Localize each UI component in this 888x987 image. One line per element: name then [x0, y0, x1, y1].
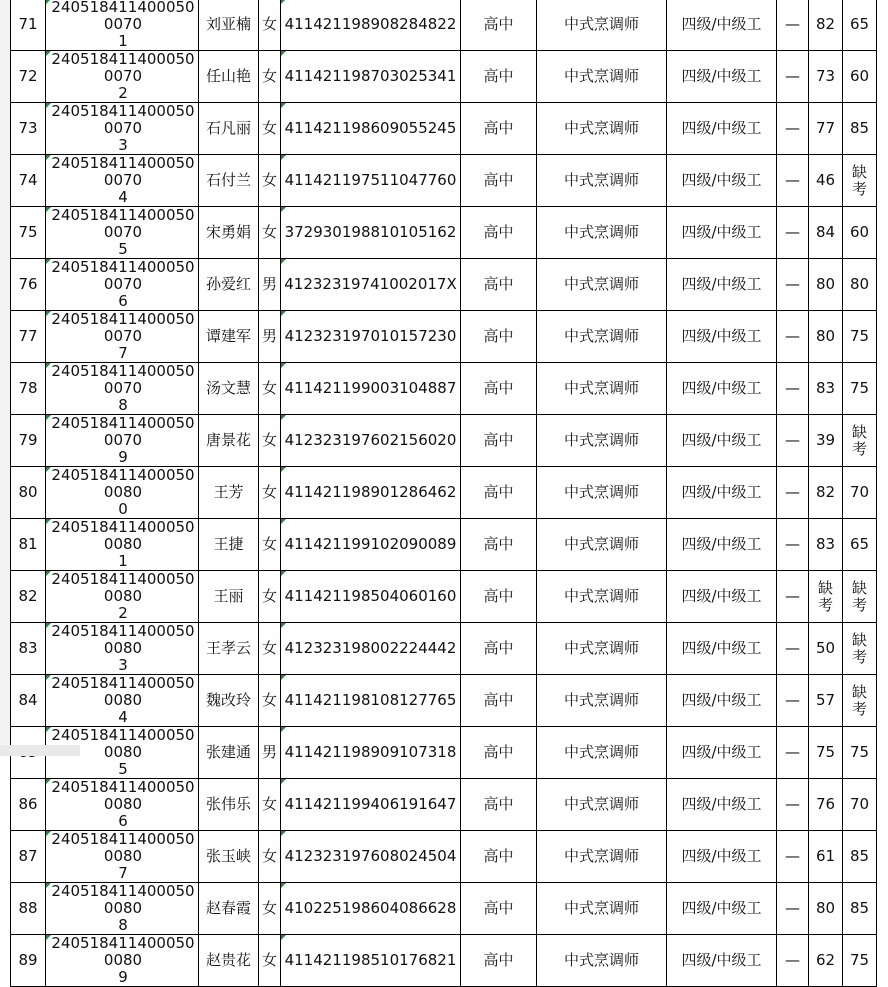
table-row — [11, 727, 877, 779]
cell-education[interactable]: 高中 — [461, 623, 537, 675]
cell-exam-id[interactable] — [46, 103, 199, 155]
cell-sex[interactable]: 女 — [259, 467, 281, 519]
cell-practical-score[interactable]: 75 — [843, 935, 877, 987]
cell-practical-score[interactable]: 缺 考 — [843, 155, 877, 207]
cell-level[interactable]: 四级/中级工 — [667, 935, 777, 987]
cell-occupation[interactable]: 中式烹调师 — [537, 207, 667, 259]
cell-no[interactable]: 76 — [11, 259, 46, 311]
cell-sex[interactable]: 女 — [259, 779, 281, 831]
cell-occupation[interactable]: 中式烹调师 — [537, 727, 667, 779]
cell-theory-score[interactable]: 80 — [809, 311, 843, 363]
exam-id-line2: 7 — [118, 864, 128, 882]
cell-id-card[interactable]: 411421198901286462 — [281, 467, 461, 519]
cell-no[interactable]: 73 — [11, 103, 46, 155]
cell-no[interactable]: 72 — [11, 51, 46, 103]
exam-id-line1: 2405184114000500080 — [51, 518, 195, 553]
table-row — [11, 623, 877, 675]
cell-sex[interactable]: 男 — [259, 259, 281, 311]
cell-sex[interactable]: 女 — [259, 675, 281, 727]
cell-theory-score[interactable]: 80 — [809, 883, 843, 935]
cell-name[interactable]: 石凡丽 — [199, 103, 259, 155]
cell-level[interactable]: 四级/中级工 — [667, 467, 777, 519]
cell-exam-id[interactable] — [46, 51, 199, 103]
table-row — [11, 467, 877, 519]
exam-id-line2: 4 — [118, 708, 128, 726]
cell-occupation[interactable]: 中式烹调师 — [537, 467, 667, 519]
cell-id-card[interactable]: 411421197511047760 — [281, 155, 461, 207]
cell-education[interactable]: 高中 — [461, 779, 537, 831]
exam-id-line2: 2 — [118, 604, 128, 622]
table-body — [11, 0, 877, 987]
cell-id-card[interactable]: 411421199003104887 — [281, 363, 461, 415]
cell-education[interactable]: 高中 — [461, 571, 537, 623]
exam-id-line1: 2405184114000500080 — [51, 934, 195, 969]
cell-dash[interactable]: — — [777, 155, 809, 207]
exam-id-line2: 8 — [118, 396, 128, 414]
cell-occupation[interactable]: 中式烹调师 — [537, 103, 667, 155]
exam-id-line2: 7 — [118, 344, 128, 362]
cell-exam-id[interactable] — [46, 415, 199, 467]
cell-name[interactable]: 赵贵花 — [199, 935, 259, 987]
cell-no[interactable]: 77 — [11, 311, 46, 363]
cell-name[interactable]: 唐景花 — [199, 415, 259, 467]
exam-id-line1: 2405184114000500070 — [51, 310, 195, 345]
cell-practical-score[interactable]: 85 — [843, 883, 877, 935]
exam-id-line2: 0 — [118, 500, 128, 518]
cell-dash[interactable]: — — [777, 259, 809, 311]
cell-dash[interactable]: — — [777, 519, 809, 571]
table-row — [11, 103, 877, 155]
cell-education[interactable]: 高中 — [461, 311, 537, 363]
cell-occupation[interactable]: 中式烹调师 — [537, 883, 667, 935]
exam-id-line1: 2405184114000500080 — [51, 466, 195, 501]
exam-id-line1: 2405184114000500080 — [51, 830, 195, 865]
cell-sex[interactable]: 女 — [259, 519, 281, 571]
cell-sex[interactable]: 女 — [259, 571, 281, 623]
cell-dash[interactable]: — — [777, 623, 809, 675]
exam-id-line1: 2405184114000500070 — [51, 362, 195, 397]
cell-name[interactable]: 王芳 — [199, 467, 259, 519]
cell-dash[interactable]: — — [777, 0, 809, 51]
cell-id-card[interactable]: 412323198002224442 — [281, 623, 461, 675]
cell-no[interactable]: 78 — [11, 363, 46, 415]
cell-dash[interactable]: — — [777, 935, 809, 987]
cell-education[interactable]: 高中 — [461, 935, 537, 987]
cell-exam-id[interactable] — [46, 259, 199, 311]
cell-no[interactable]: 71 — [11, 0, 46, 51]
horizontal-scrollbar[interactable] — [0, 745, 80, 756]
cell-exam-id[interactable] — [46, 363, 199, 415]
cell-occupation[interactable]: 中式烹调师 — [537, 935, 667, 987]
cell-no[interactable]: 86 — [11, 779, 46, 831]
exam-id-line1: 2405184114000500080 — [51, 882, 195, 917]
cell-theory-score[interactable]: 82 — [809, 0, 843, 51]
table-row — [11, 259, 877, 311]
cell-level[interactable]: 四级/中级工 — [667, 571, 777, 623]
cell-dash[interactable]: — — [777, 103, 809, 155]
exam-id-line1: 2405184114000500080 — [51, 622, 195, 657]
cell-no[interactable]: 80 — [11, 467, 46, 519]
cell-level[interactable]: 四级/中级工 — [667, 103, 777, 155]
cell-name[interactable]: 汤文慧 — [199, 363, 259, 415]
cell-theory-score[interactable]: 77 — [809, 103, 843, 155]
cell-sex[interactable]: 男 — [259, 727, 281, 779]
cell-theory-score[interactable]: 57 — [809, 675, 843, 727]
table-row — [11, 51, 877, 103]
cell-exam-id[interactable] — [46, 779, 199, 831]
cell-practical-score[interactable]: 70 — [843, 779, 877, 831]
cell-practical-score[interactable]: 80 — [843, 259, 877, 311]
cell-level[interactable]: 四级/中级工 — [667, 675, 777, 727]
cell-dash[interactable]: — — [777, 207, 809, 259]
cell-exam-id[interactable] — [46, 467, 199, 519]
cell-no[interactable]: 79 — [11, 415, 46, 467]
cell-name[interactable]: 刘亚楠 — [199, 0, 259, 51]
cell-level[interactable]: 四级/中级工 — [667, 363, 777, 415]
cell-level[interactable]: 四级/中级工 — [667, 415, 777, 467]
exam-id-line1: 2405184114000500070 — [51, 206, 195, 241]
cell-level[interactable]: 四级/中级工 — [667, 155, 777, 207]
cell-practical-score[interactable]: 缺 考 — [843, 415, 877, 467]
cell-practical-score[interactable]: 60 — [843, 207, 877, 259]
cell-theory-score[interactable]: 76 — [809, 779, 843, 831]
table-row — [11, 311, 877, 363]
cell-occupation[interactable]: 中式烹调师 — [537, 519, 667, 571]
cell-exam-id[interactable] — [46, 831, 199, 883]
cell-no[interactable]: 88 — [11, 883, 46, 935]
table-row — [11, 207, 877, 259]
cell-name[interactable]: 张建通 — [199, 727, 259, 779]
cell-name[interactable]: 魏改玲 — [199, 675, 259, 727]
cell-exam-id[interactable] — [46, 207, 199, 259]
cell-sex[interactable]: 女 — [259, 831, 281, 883]
cell-name[interactable]: 石付兰 — [199, 155, 259, 207]
cell-name[interactable]: 任山艳 — [199, 51, 259, 103]
exam-id-line2: 1 — [118, 552, 128, 570]
cell-theory-score[interactable]: 46 — [809, 155, 843, 207]
cell-dash[interactable]: — — [777, 883, 809, 935]
cell-id-card[interactable]: 411421198909107318 — [281, 727, 461, 779]
cell-education[interactable]: 高中 — [461, 259, 537, 311]
table-row — [11, 415, 877, 467]
cell-id-card[interactable]: 411421198504060160 — [281, 571, 461, 623]
cell-theory-score[interactable]: 73 — [809, 51, 843, 103]
cell-no[interactable]: 83 — [11, 623, 46, 675]
cell-occupation[interactable]: 中式烹调师 — [537, 155, 667, 207]
cell-education[interactable]: 高中 — [461, 467, 537, 519]
cell-no[interactable]: 81 — [11, 519, 46, 571]
cell-level[interactable]: 四级/中级工 — [667, 727, 777, 779]
exam-id-line1: 2405184114000500080 — [51, 570, 195, 605]
cell-education[interactable]: 高中 — [461, 155, 537, 207]
cell-occupation[interactable]: 中式烹调师 — [537, 363, 667, 415]
cell-practical-score[interactable]: 85 — [843, 103, 877, 155]
exam-id-line1: 2405184114000500080 — [51, 778, 195, 813]
exam-id-line1: 2405184114000500080 — [51, 726, 195, 761]
cell-exam-id[interactable] — [46, 883, 199, 935]
cell-no[interactable]: 75 — [11, 207, 46, 259]
exam-id-line1: 2405184114000500070 — [51, 258, 195, 293]
cell-dash[interactable]: — — [777, 51, 809, 103]
cell-practical-score[interactable]: 65 — [843, 519, 877, 571]
cell-education[interactable]: 高中 — [461, 363, 537, 415]
table-row — [11, 155, 877, 207]
cell-occupation[interactable]: 中式烹调师 — [537, 675, 667, 727]
table-row — [11, 883, 877, 935]
cell-sex[interactable]: 女 — [259, 935, 281, 987]
cell-practical-score[interactable]: 75 — [843, 311, 877, 363]
exam-id-line2: 9 — [118, 968, 128, 986]
cell-dash[interactable]: — — [777, 571, 809, 623]
table-row — [11, 0, 877, 51]
cell-theory-score[interactable]: 61 — [809, 831, 843, 883]
cell-sex[interactable]: 女 — [259, 363, 281, 415]
cell-occupation[interactable]: 中式烹调师 — [537, 779, 667, 831]
table-row — [11, 779, 877, 831]
cell-id-card[interactable]: 412323197602156020 — [281, 415, 461, 467]
table-row — [11, 363, 877, 415]
exam-id-line2: 2 — [118, 84, 128, 102]
cell-sex[interactable]: 女 — [259, 103, 281, 155]
cell-practical-score[interactable]: 缺 考 — [843, 571, 877, 623]
cell-dash[interactable]: — — [777, 779, 809, 831]
cell-dash[interactable]: — — [777, 831, 809, 883]
cell-id-card[interactable]: 411421199102090089 — [281, 519, 461, 571]
exam-id-line1: 2405184114000500070 — [51, 154, 195, 189]
exam-id-line2: 3 — [118, 656, 128, 674]
cell-dash[interactable]: — — [777, 727, 809, 779]
table-row — [11, 571, 877, 623]
cell-dash[interactable]: — — [777, 415, 809, 467]
cell-name[interactable]: 孙爱红 — [199, 259, 259, 311]
cell-theory-score[interactable]: 80 — [809, 259, 843, 311]
exam-id-line1: 2405184114000500070 — [51, 50, 195, 85]
cell-sex[interactable]: 男 — [259, 311, 281, 363]
cell-name[interactable]: 宋勇娟 — [199, 207, 259, 259]
cell-exam-id[interactable] — [46, 0, 199, 51]
cell-occupation[interactable]: 中式烹调师 — [537, 0, 667, 51]
cell-sex[interactable]: 女 — [259, 207, 281, 259]
cell-level[interactable]: 四级/中级工 — [667, 207, 777, 259]
exam-id-line1: 2405184114000500070 — [51, 414, 195, 449]
cell-occupation[interactable]: 中式烹调师 — [537, 571, 667, 623]
cell-exam-id[interactable] — [46, 311, 199, 363]
cell-name[interactable]: 王孝云 — [199, 623, 259, 675]
cell-level[interactable]: 四级/中级工 — [667, 883, 777, 935]
cell-occupation[interactable]: 中式烹调师 — [537, 311, 667, 363]
cell-no[interactable]: 89 — [11, 935, 46, 987]
cell-education[interactable]: 高中 — [461, 0, 537, 51]
cell-occupation[interactable]: 中式烹调师 — [537, 623, 667, 675]
cell-name[interactable]: 赵春霞 — [199, 883, 259, 935]
cell-exam-id[interactable] — [46, 155, 199, 207]
cell-education[interactable]: 高中 — [461, 727, 537, 779]
cell-id-card[interactable]: 411421199406191647 — [281, 779, 461, 831]
cell-id-card[interactable]: 411421198908284822 — [281, 0, 461, 51]
cell-dash[interactable]: — — [777, 675, 809, 727]
cell-practical-score[interactable]: 85 — [843, 831, 877, 883]
cell-id-card[interactable]: 411421198703025341 — [281, 51, 461, 103]
cell-no[interactable]: 84 — [11, 675, 46, 727]
cell-sex[interactable]: 女 — [259, 415, 281, 467]
exam-id-line2: 3 — [118, 136, 128, 154]
cell-theory-score[interactable]: 39 — [809, 415, 843, 467]
cell-practical-score[interactable]: 75 — [843, 727, 877, 779]
cell-level[interactable]: 四级/中级工 — [667, 519, 777, 571]
cell-sex[interactable]: 女 — [259, 883, 281, 935]
cell-exam-id[interactable] — [46, 935, 199, 987]
cell-theory-score[interactable]: 83 — [809, 363, 843, 415]
cell-theory-score[interactable]: 62 — [809, 935, 843, 987]
cell-theory-score[interactable]: 82 — [809, 467, 843, 519]
cell-practical-score[interactable]: 65 — [843, 0, 877, 51]
cell-id-card[interactable]: 412323197010157230 — [281, 311, 461, 363]
cell-level[interactable]: 四级/中级工 — [667, 831, 777, 883]
cell-exam-id[interactable] — [46, 571, 199, 623]
exam-id-line1: 2405184114000500080 — [51, 674, 195, 709]
cell-practical-score[interactable]: 70 — [843, 467, 877, 519]
exam-id-line2: 6 — [118, 812, 128, 830]
cell-id-card[interactable]: 411421198609055245 — [281, 103, 461, 155]
exam-id-line2: 5 — [118, 240, 128, 258]
cell-no[interactable]: 87 — [11, 831, 46, 883]
cell-education[interactable]: 高中 — [461, 883, 537, 935]
cell-dash[interactable]: — — [777, 311, 809, 363]
cell-level[interactable]: 四级/中级工 — [667, 0, 777, 51]
cell-name[interactable]: 谭建军 — [199, 311, 259, 363]
cell-practical-score[interactable]: 75 — [843, 363, 877, 415]
cell-name[interactable]: 王捷 — [199, 519, 259, 571]
cell-dash[interactable]: — — [777, 363, 809, 415]
table-row — [11, 831, 877, 883]
exam-id-line2: 4 — [118, 188, 128, 206]
cell-exam-id[interactable] — [46, 519, 199, 571]
cell-id-card[interactable]: 41232319741002017X — [281, 259, 461, 311]
cell-education[interactable]: 高中 — [461, 51, 537, 103]
cell-name[interactable]: 王丽 — [199, 571, 259, 623]
cell-occupation[interactable]: 中式烹调师 — [537, 831, 667, 883]
cell-level[interactable]: 四级/中级工 — [667, 623, 777, 675]
cell-exam-id[interactable] — [46, 675, 199, 727]
cell-education[interactable]: 高中 — [461, 519, 537, 571]
table-row — [11, 935, 877, 987]
cell-no[interactable]: 82 — [11, 571, 46, 623]
cell-practical-score[interactable]: 60 — [843, 51, 877, 103]
table-row — [11, 675, 877, 727]
exam-id-line1: 2405184114000500070 — [51, 0, 195, 33]
cell-name[interactable]: 张玉峡 — [199, 831, 259, 883]
cell-theory-score[interactable]: 50 — [809, 623, 843, 675]
cell-occupation[interactable]: 中式烹调师 — [537, 51, 667, 103]
cell-name[interactable]: 张伟乐 — [199, 779, 259, 831]
cell-practical-score[interactable]: 缺 考 — [843, 623, 877, 675]
cell-education[interactable]: 高中 — [461, 415, 537, 467]
cell-level[interactable]: 四级/中级工 — [667, 779, 777, 831]
cell-id-card[interactable]: 410225198604086628 — [281, 883, 461, 935]
cell-exam-id[interactable] — [46, 623, 199, 675]
cell-level[interactable]: 四级/中级工 — [667, 51, 777, 103]
cell-theory-score[interactable]: 83 — [809, 519, 843, 571]
cell-theory-score[interactable]: 缺 考 — [809, 571, 843, 623]
cell-sex[interactable]: 女 — [259, 623, 281, 675]
cell-education[interactable]: 高中 — [461, 103, 537, 155]
cell-id-card[interactable]: 412323197608024504 — [281, 831, 461, 883]
roster-table — [10, 0, 877, 987]
cell-occupation[interactable]: 中式烹调师 — [537, 259, 667, 311]
cell-theory-score[interactable]: 84 — [809, 207, 843, 259]
cell-practical-score[interactable]: 缺 考 — [843, 675, 877, 727]
cell-level[interactable]: 四级/中级工 — [667, 311, 777, 363]
cell-id-card[interactable]: 411421198510176821 — [281, 935, 461, 987]
exam-id-line2: 8 — [118, 916, 128, 934]
cell-dash[interactable]: — — [777, 467, 809, 519]
exam-id-line2: 1 — [118, 32, 128, 50]
cell-no[interactable]: 74 — [11, 155, 46, 207]
exam-id-line2: 9 — [118, 448, 128, 466]
table-row — [11, 519, 877, 571]
cell-education[interactable]: 高中 — [461, 675, 537, 727]
cell-education[interactable]: 高中 — [461, 831, 537, 883]
exam-id-line2: 6 — [118, 292, 128, 310]
exam-id-line2: 5 — [118, 760, 128, 778]
cell-sex[interactable]: 女 — [259, 51, 281, 103]
cell-id-card[interactable]: 372930198810105162 — [281, 207, 461, 259]
cell-education[interactable]: 高中 — [461, 207, 537, 259]
cell-sex[interactable]: 女 — [259, 155, 281, 207]
cell-occupation[interactable]: 中式烹调师 — [537, 415, 667, 467]
cell-sex[interactable]: 女 — [259, 0, 281, 51]
cell-level[interactable]: 四级/中级工 — [667, 259, 777, 311]
exam-id-line1: 2405184114000500070 — [51, 102, 195, 137]
cell-theory-score[interactable]: 75 — [809, 727, 843, 779]
cell-id-card[interactable]: 411421198108127765 — [281, 675, 461, 727]
